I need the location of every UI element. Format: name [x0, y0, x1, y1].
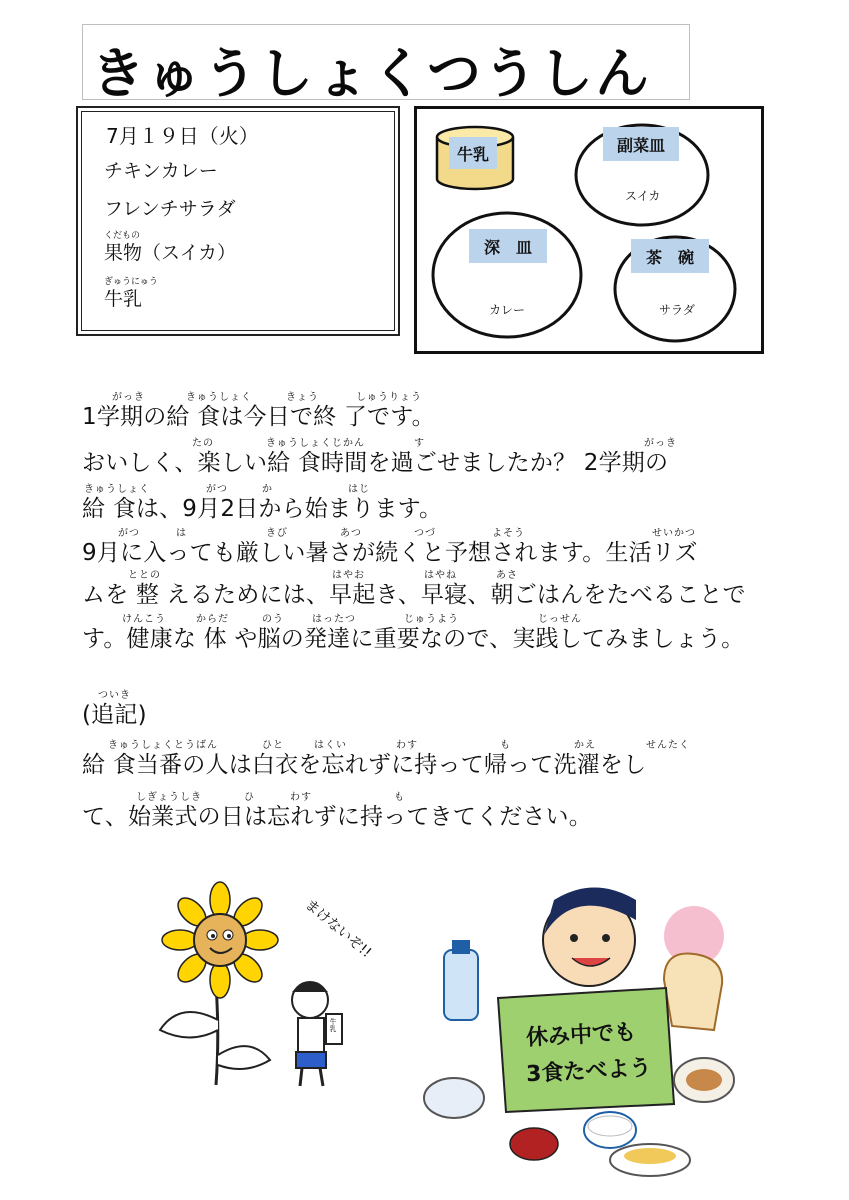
ruby-r7-0: ついき [98, 690, 131, 701]
side-dish-label: 副菜皿 [603, 127, 679, 161]
ruby-gyunyu: ぎゅうにゅう [104, 277, 158, 287]
page-title: きゅうしょくつうしん [91, 42, 651, 105]
ruby-r2-2: す [414, 438, 425, 449]
ruby-r8-1: ひと [262, 740, 284, 751]
body-line-4: 9月に入っても厳しい暑さが続くと予想されます。生活リズ [82, 540, 698, 566]
title-box [82, 24, 690, 105]
body-line-5: ムを 整 えるためには、早起き、早寝、朝ごはんをたべることで [82, 582, 746, 608]
ruby-r6-4: じゅうよう [404, 614, 459, 625]
ruby-r2-0: たの [192, 438, 214, 449]
milk-label: 牛乳 [449, 137, 497, 169]
ruby-r9-0: しぎょうしき [136, 792, 202, 803]
fish-plate-icon [424, 1078, 484, 1118]
ruby-r4-6: せいかつ [652, 528, 696, 539]
ruby-r4-5: よそう [492, 528, 525, 539]
body-line-7: (追記) [82, 702, 147, 728]
sign-text-line-1: 休み中でも [525, 1020, 637, 1051]
ruby-r8-4: も [500, 740, 511, 751]
milk-bottle-icon [444, 950, 478, 1020]
deep-dish-label: 深 皿 [469, 229, 547, 263]
ruby-r3-1: がつ [206, 484, 228, 495]
ruby-r1-1: きゅうしょく [186, 392, 252, 403]
bowl-label: 茶 碗 [631, 239, 709, 273]
ruby-r4-2: きび [266, 528, 288, 539]
ruby-r8-5: かえ [574, 740, 596, 751]
ruby-r6-1: からだ [196, 614, 229, 625]
menu-item-salad: フレンチサラダ [104, 198, 236, 220]
ruby-kudamono: くだもの [104, 231, 141, 241]
bread-icon [664, 954, 722, 1030]
illustration-bubble-text: まけないぞ!! [301, 896, 375, 962]
menu-box [76, 106, 400, 336]
ruby-r9-1: ひ [244, 792, 255, 803]
body-line-2: おいしく、楽しい給 食時間を過ごせましたか？ 2学期の [82, 450, 669, 476]
ruby-r8-3: わす [396, 740, 418, 751]
ruby-r6-2: のう [262, 614, 284, 625]
illustration-milk-label: 牛乳 [329, 1018, 337, 1032]
ruby-r4-4: つづ [414, 528, 436, 539]
side-dish-food: スイカ [625, 189, 661, 203]
ruby-r1-3: しゅうりょう [356, 392, 422, 403]
ruby-r6-5: じっせん [538, 614, 582, 625]
menu-item-curry: チキンカレー [104, 160, 218, 182]
bowl-food: サラダ [659, 303, 695, 317]
meal-sign-illustration [414, 880, 744, 1180]
menu-item-milk: 牛乳 [104, 288, 143, 310]
soup-bowl-icon [510, 1128, 558, 1160]
ruby-r1-2: きょう [286, 392, 319, 403]
body-line-9: て、始業式の日は忘れずに持ってきてください。 [82, 804, 592, 830]
ruby-r1-0: がっき [112, 392, 145, 403]
body-line-3: 給 食は、9月2日から始まります。 [82, 496, 443, 522]
ruby-r8-0: きゅうしょくとうばん [108, 740, 218, 751]
ruby-r5-1: はやお [332, 570, 365, 581]
ruby-r3-0: きゅうしょく [84, 484, 150, 495]
ruby-r6-3: はったつ [312, 614, 356, 625]
ruby-r2-3: がっき [644, 438, 677, 449]
body-line-6: す。健康な 体 や脳の発達に重要なので、実践してみましょう。 [82, 626, 745, 652]
menu-item-fruit: 果物（スイカ） [104, 242, 237, 264]
ruby-r8-6: せんたく [646, 740, 690, 751]
ruby-r3-2: か [262, 484, 273, 495]
ruby-r3-3: はじ [348, 484, 370, 495]
body-line-8: 給 食当番の人は白衣を忘れずに持って帰って洗濯をし [82, 752, 647, 778]
ruby-r9-3: も [394, 792, 405, 803]
ruby-r6-0: けんこう [122, 614, 166, 625]
deep-dish-food: カレー [489, 303, 526, 317]
ruby-r9-2: わす [290, 792, 312, 803]
sunflower-boy-illustration [120, 880, 375, 1090]
tray-diagram [414, 106, 764, 354]
ruby-r5-0: ととの [128, 570, 161, 581]
body-line-1: 1学期の給 食は今日で終 了です。 [82, 404, 435, 430]
ruby-r5-3: あさ [496, 570, 518, 581]
sign-text-line-2: 3食たべよう [525, 1055, 652, 1088]
ruby-r4-0: がつ [118, 528, 140, 539]
ruby-r5-2: はやね [424, 570, 457, 581]
menu-date: 7月１９日（火） [106, 124, 259, 148]
ruby-r4-3: あつ [340, 528, 362, 539]
ruby-r4-1: は [176, 528, 187, 539]
ruby-r8-2: はくい [314, 740, 347, 751]
ruby-r2-1: きゅうしょくじかん [266, 438, 365, 449]
